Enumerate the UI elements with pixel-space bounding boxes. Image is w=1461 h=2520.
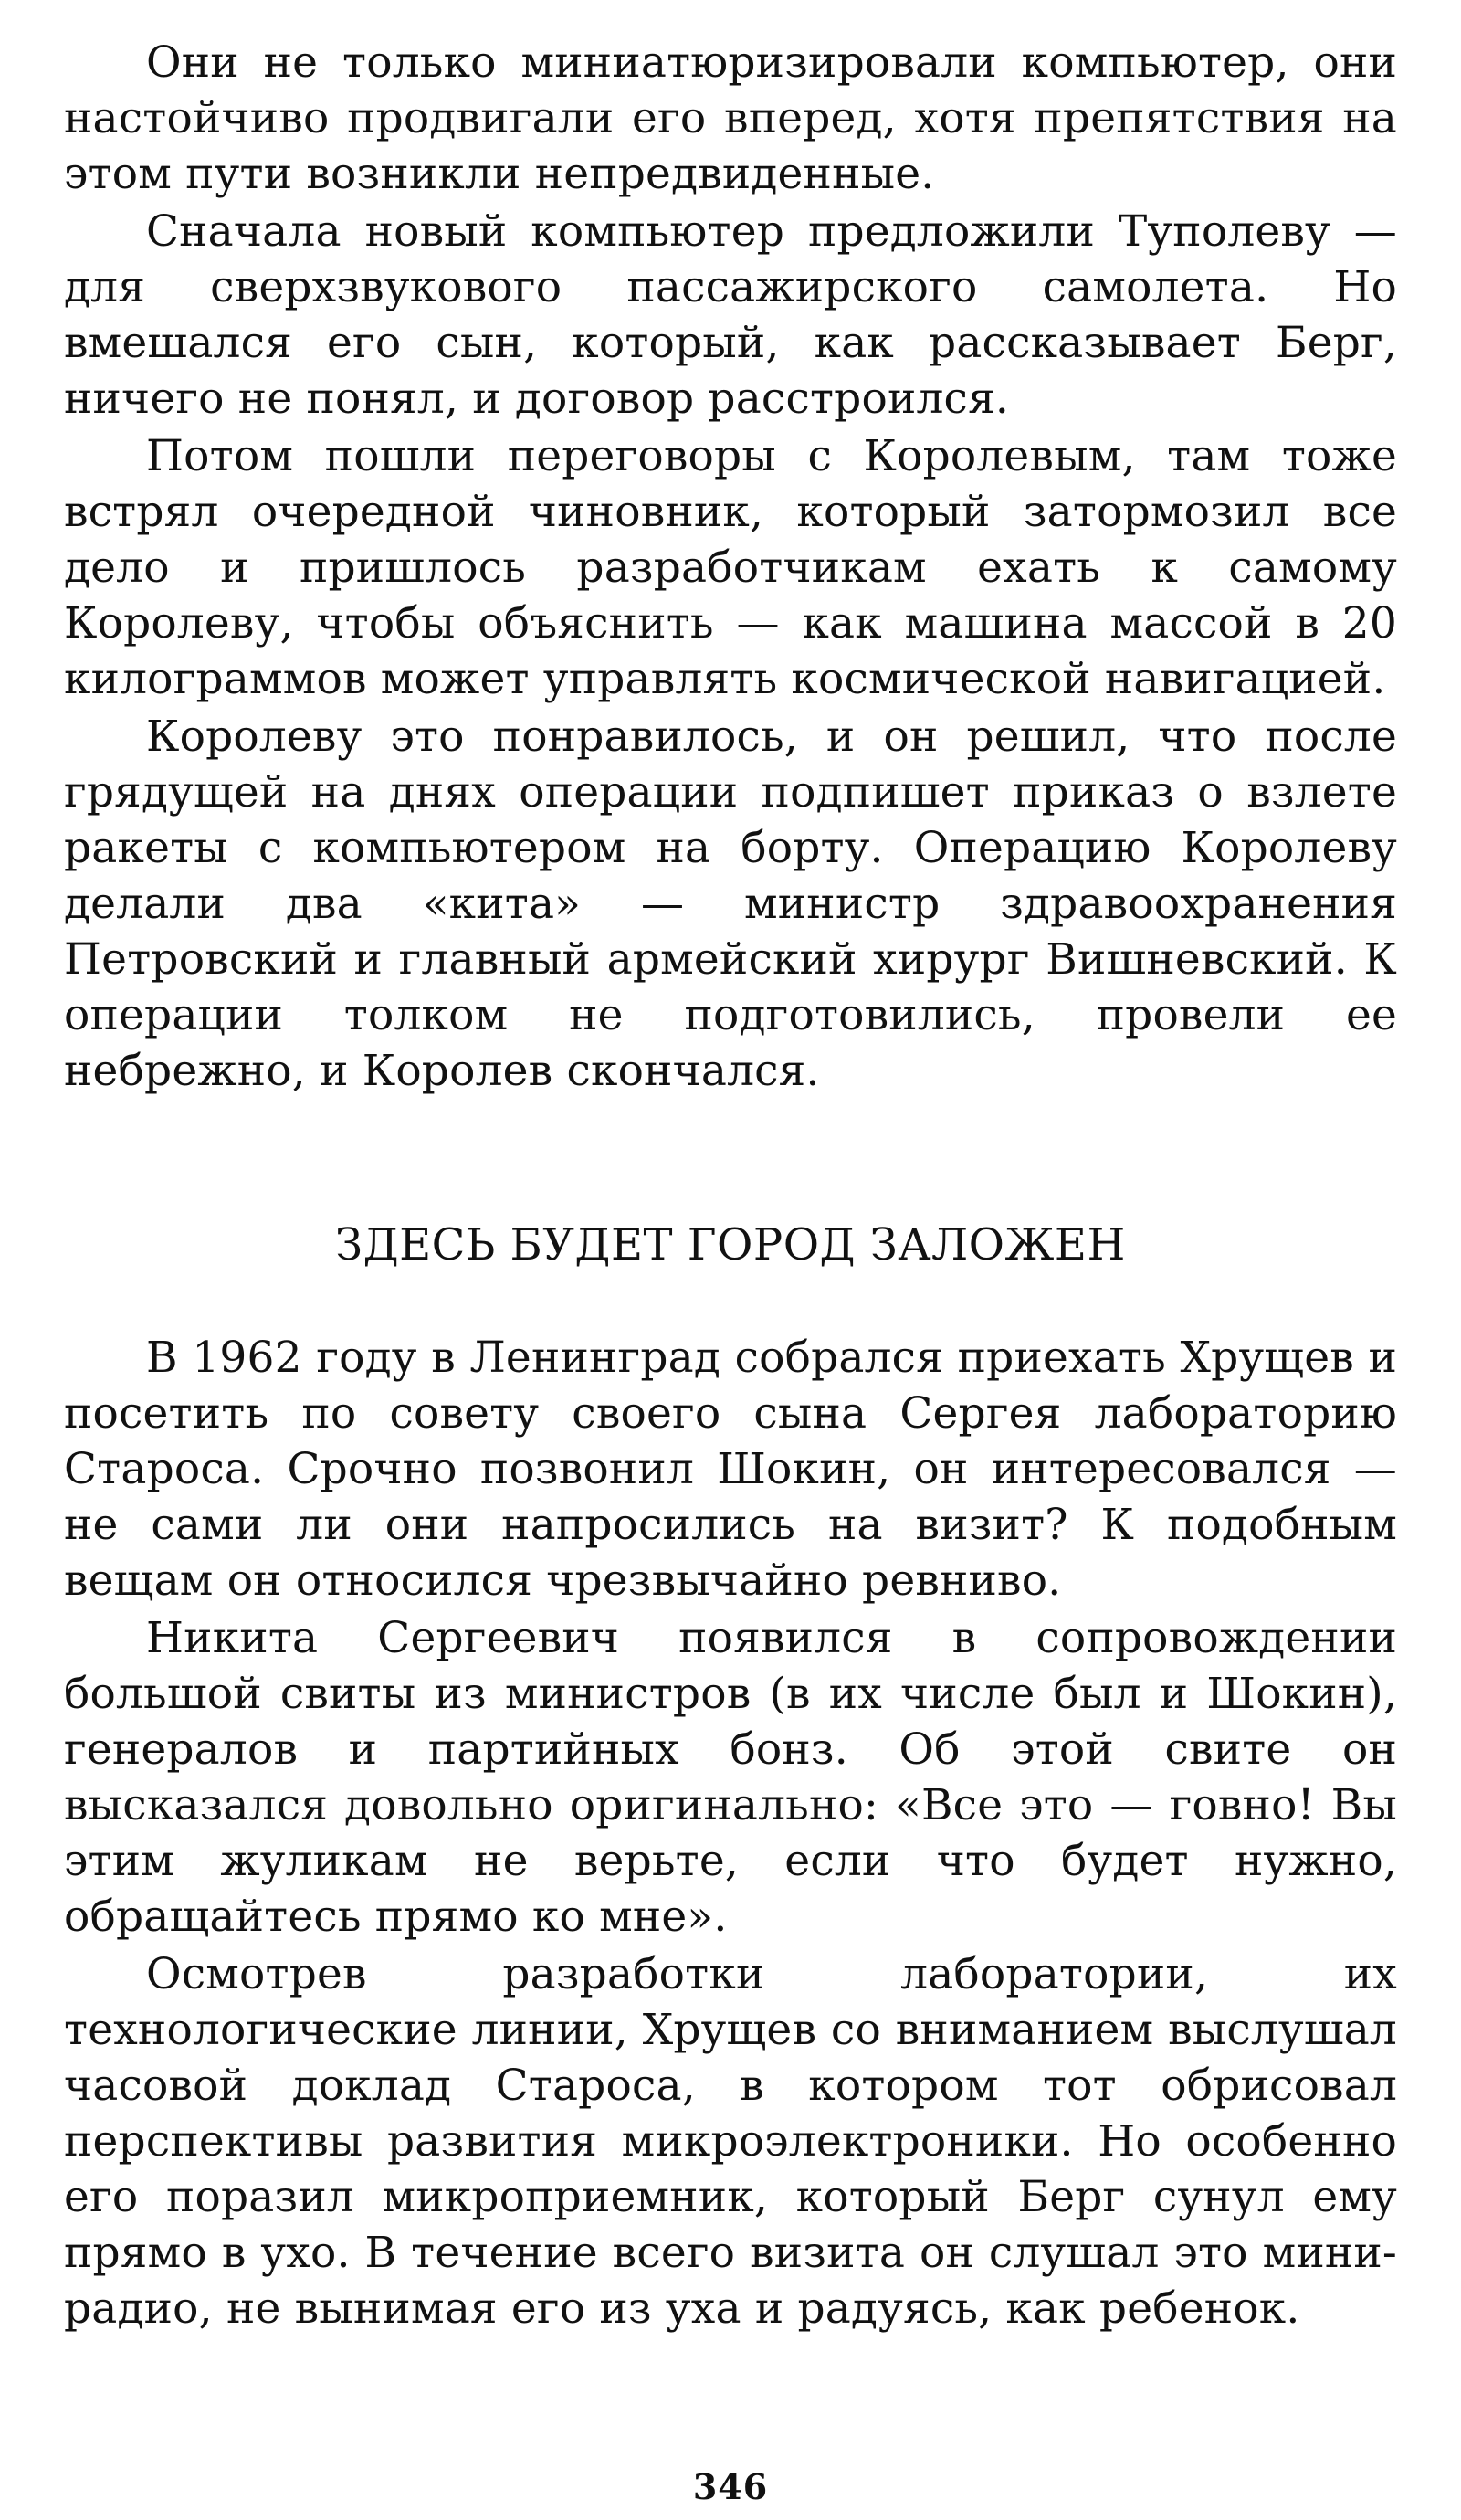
page-number: 346 bbox=[692, 2466, 769, 2507]
paragraph: В 1962 году в Ленинград собрался приехать Хрущев и посетить по совету своего сына Сергея лабораторию Староса. Срочно позвонил Шокин, он интересовался — не сами ли они напросились на визит? К подобным вещам он относился чрезвычайно ревниво. bbox=[64, 1333, 1397, 1606]
paragraph: Королеву это понравилось, и он решил, что после грядущей на днях операции подпишет приказ о взлете ракеты с компьютером на борту. Операцию Королеву делали два «кита» — министр здравоохранения Петровский и главный армейский хирург Вишневский. К операции толком не подготовились, провели ее небрежно, и Королев скончался. bbox=[64, 712, 1397, 1096]
section-title: ЗДЕСЬ БУДЕТ ГОРОД ЗАЛОЖЕН bbox=[335, 1219, 1126, 1271]
paragraph: Потом пошли переговоры с Королевым, там тоже встрял очередной чиновник, который затормозил все дело и пришлось разработчикам ехать к самому Королеву, чтобы объяснить — как машина массой в 20 килограммов может управлять космической навигацией. bbox=[64, 431, 1397, 704]
paragraph: Сначала новый компьютер предложили Туполеву — для сверхзвукового пассажирского самолета. Но вмешался его сын, который, как рассказывает Берг, ничего не понял, и договор расстроился. bbox=[64, 206, 1397, 424]
paragraph: Они не только миниатюризировали компьютер, они настойчиво продвигали его вперед, хотя препятствия на этом пути возникли непредвиденные. bbox=[64, 37, 1397, 199]
paragraph: Осмотрев разработки лаборатории, их технологические линии, Хрущев со вниманием выслушал часовой доклад Староса, в котором тот обрисовал перспективы развития микроэлектроники. Но особенно его поразил микроприемник, который Берг сунул ему прямо в ухо. В течение всего визита он слушал это мини-радио, не вынимая его из уха и радуясь, как ребенок. bbox=[64, 1949, 1397, 2334]
paragraph: Никита Сергеевич появился в сопровождении большой свиты из министров (в их числе был и Шокин), генералов и партийных бонз. Об этой свите он высказался довольно оригинально: «Все это — говно! Вы этим жуликам не верьте, если что будет нужно, обращайтесь прямо ко мне». bbox=[64, 1613, 1397, 1942]
text-block-top bbox=[64, 35, 1397, 1099]
text-block-bottom bbox=[64, 1330, 1397, 2336]
